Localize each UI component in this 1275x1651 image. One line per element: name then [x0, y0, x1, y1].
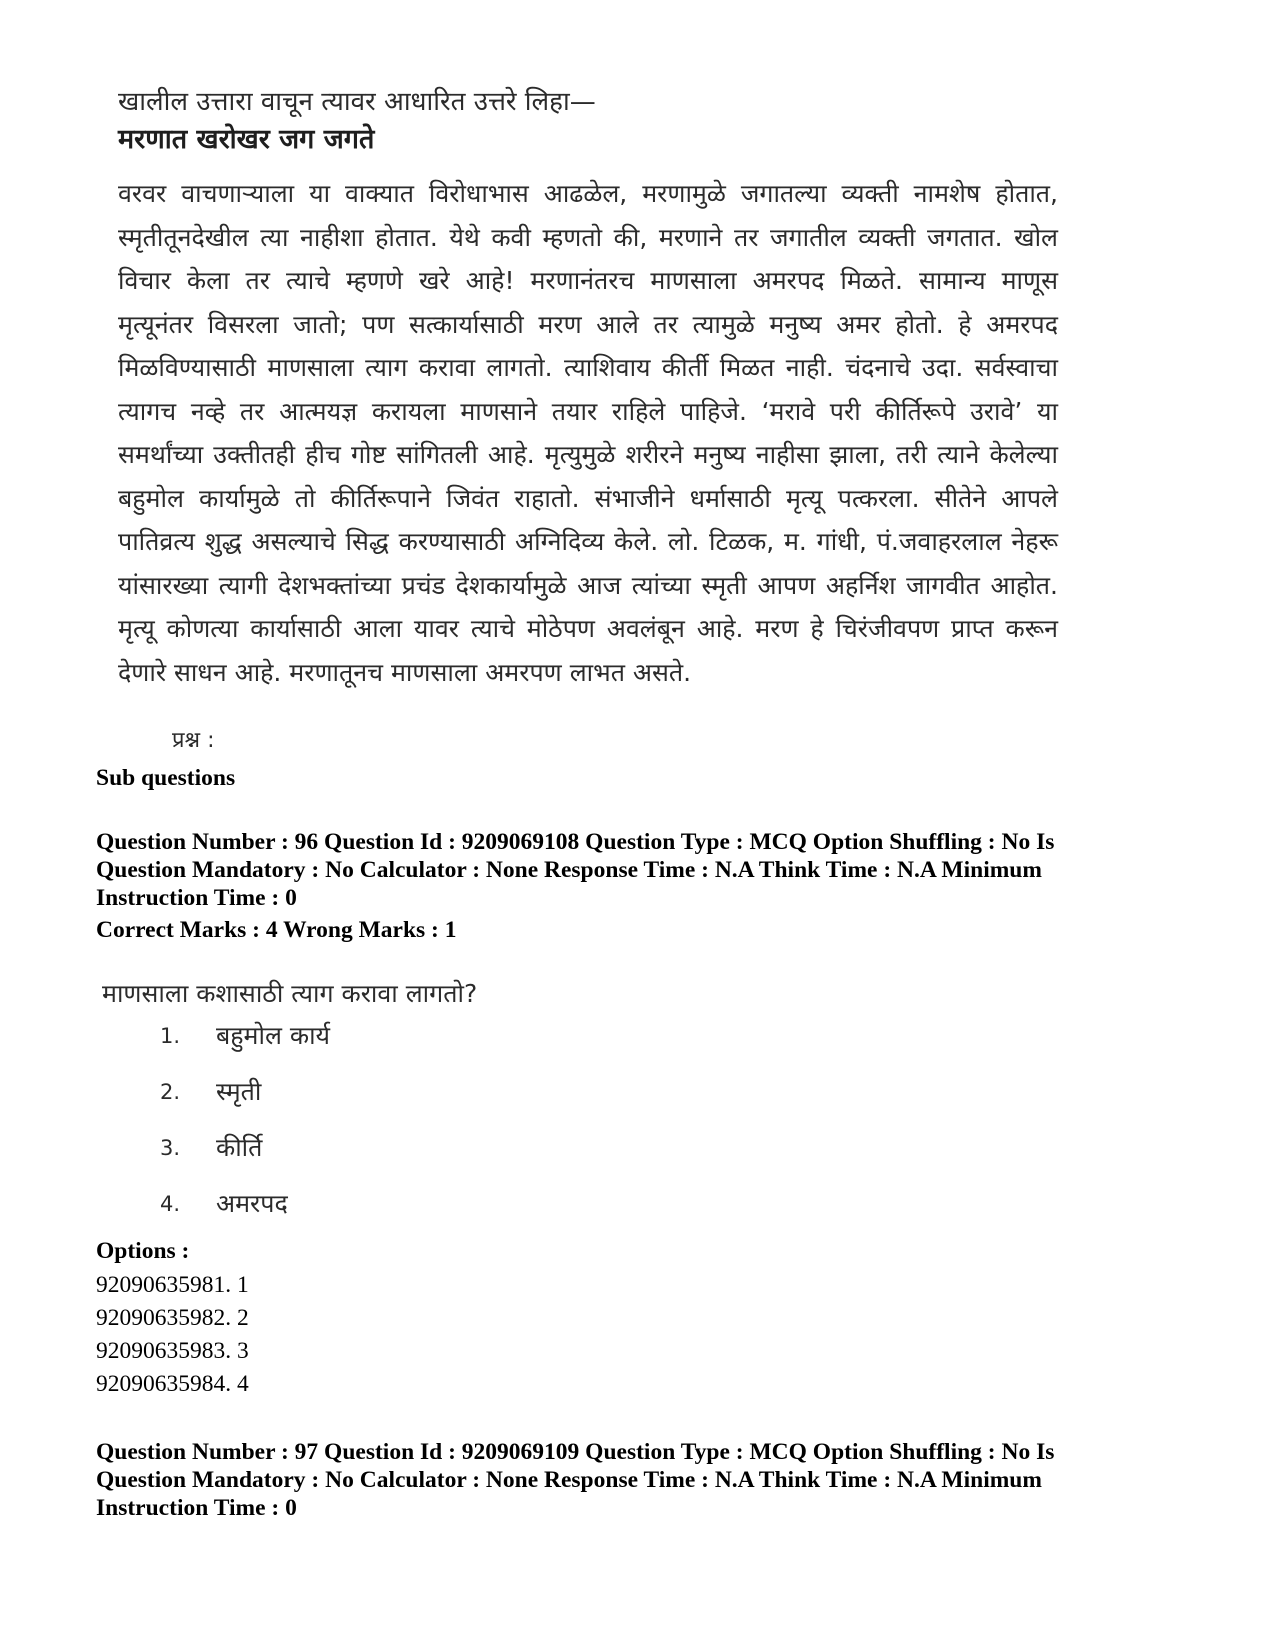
- question-meta-line: Instruction Time : 0: [96, 885, 297, 911]
- passage-line: स्मृतीतूनदेखील त्या नाहीशा होतात. येथे कवी म्हणतो की, मरणाने तर जगातील व्यक्ती जगतात. खोल: [118, 222, 1058, 252]
- passage-line: यांसारख्या त्यागी देशभक्तांच्या प्रचंड देशकार्यामुळे आज त्यांच्या स्मृती आपण अहर्निश जागवीत आहोत.: [118, 570, 1058, 600]
- passage-line: त्यागच नव्हे तर आत्मयज्ञ करायला माणसाने तयार राहिले पाहिजे. ‘मरावे परी कीर्तिरूपे उरावे’ या: [118, 396, 1058, 426]
- question-meta-line: Question Number : 97 Question Id : 9209069109 Question Type : MCQ Option Shuffling : No Is: [96, 1439, 1055, 1465]
- choice-number: 3.: [160, 1136, 181, 1160]
- prashna-label: प्रश्न :: [172, 728, 215, 753]
- option-row: 92090635981. 1: [96, 1272, 249, 1298]
- choice-text: बहुमोल कार्य: [216, 1021, 331, 1050]
- sub-questions-heading: Sub questions: [96, 765, 236, 791]
- question-97-meta: [96, 1438, 1216, 1522]
- question-meta-line: Question Mandatory : No Calculator : None Response Time : N.A Think Time : N.A Minimum: [96, 1467, 1042, 1493]
- question-meta-line: Question Mandatory : No Calculator : None Response Time : N.A Think Time : N.A Minimum: [96, 857, 1042, 883]
- choice-number: 2.: [160, 1080, 181, 1104]
- question-meta-line: Instruction Time : 0: [96, 1495, 297, 1521]
- passage-title: मरणात खरोखर जग जगते: [118, 124, 375, 155]
- passage-line: वरवर वाचणाऱ्याला या वाक्यात विरोधाभास आढळेल, मरणामुळे जगातल्या व्यक्ती नामशेष होतात,: [118, 179, 1058, 208]
- passage-line: पातिव्रत्य शुद्ध असल्याचे सिद्ध करण्यासाठी अग्निदिव्य केले. लो. टिळक, म. गांधी, पं.जवाहरलाल नेहरू: [118, 527, 1058, 556]
- passage-line: देणारे साधन आहे. मरणातूनच माणसाला अमरपण लाभत असते.: [118, 657, 692, 687]
- choice-text: कीर्ति: [216, 1133, 263, 1162]
- question-meta-line: Question Number : 96 Question Id : 9209069108 Question Type : MCQ Option Shuffling : No Is: [96, 829, 1055, 855]
- passage-line: समर्थांच्या उक्तीतही हीच गोष्ट सांगितली आहे. मृत्युमुळे शरीरने मनुष्य नाहीसा झाला, तरी त्याने केलेल्या: [118, 440, 1058, 469]
- question-marks: Correct Marks : 4 Wrong Marks : 1: [96, 917, 457, 943]
- passage-line: मृत्यू कोणत्या कार्यासाठी आला यावर त्याचे मोठेपण अवलंबून आहे. मरण हे चिरंजीवपण प्राप्त करून: [118, 614, 1058, 643]
- choice-number: 1.: [160, 1024, 181, 1048]
- option-row: 92090635984. 4: [96, 1371, 249, 1397]
- reading-passage: [118, 84, 1058, 694]
- passage-line: मिळविण्यासाठी माणसाला त्याग करावा लागतो. त्याशिवाय कीर्ती मिळत नाही. चंदनाचे उदा. सर्वस्वाचा: [118, 353, 1058, 382]
- options-label: Options :: [96, 1238, 190, 1264]
- passage-line: बहुमोल कार्यामुळे तो कीर्तिरूपाने जिवंत राहातो. संभाजीने धर्मासाठी मृत्यू पत्करला. सीतेने आपले: [118, 483, 1058, 513]
- choice-text: स्मृती: [216, 1077, 262, 1106]
- choice-number: 4.: [160, 1192, 181, 1216]
- option-row: 92090635982. 2: [96, 1305, 249, 1331]
- question-96-text: माणसाला कशासाठी त्याग करावा लागतो?: [102, 979, 478, 1008]
- option-row: 92090635983. 3: [96, 1338, 249, 1364]
- passage-line: विचार केला तर त्याचे म्हणणे खरे आहे! मरणानंतरच माणसाला अमरपद मिळते. सामान्य माणूस: [118, 266, 1058, 295]
- passage-line: मृत्यूनंतर विसरला जातो; पण सत्कार्यासाठी मरण आले तर त्यामुळे मनुष्य अमर होतो. हे अमरपद: [118, 309, 1058, 339]
- question-96-meta: [96, 828, 1216, 944]
- passage-instruction: खालील उत्तारा वाचून त्यावर आधारित उत्तरे लिहा—: [118, 87, 596, 117]
- choice-text: अमरपद: [216, 1189, 288, 1218]
